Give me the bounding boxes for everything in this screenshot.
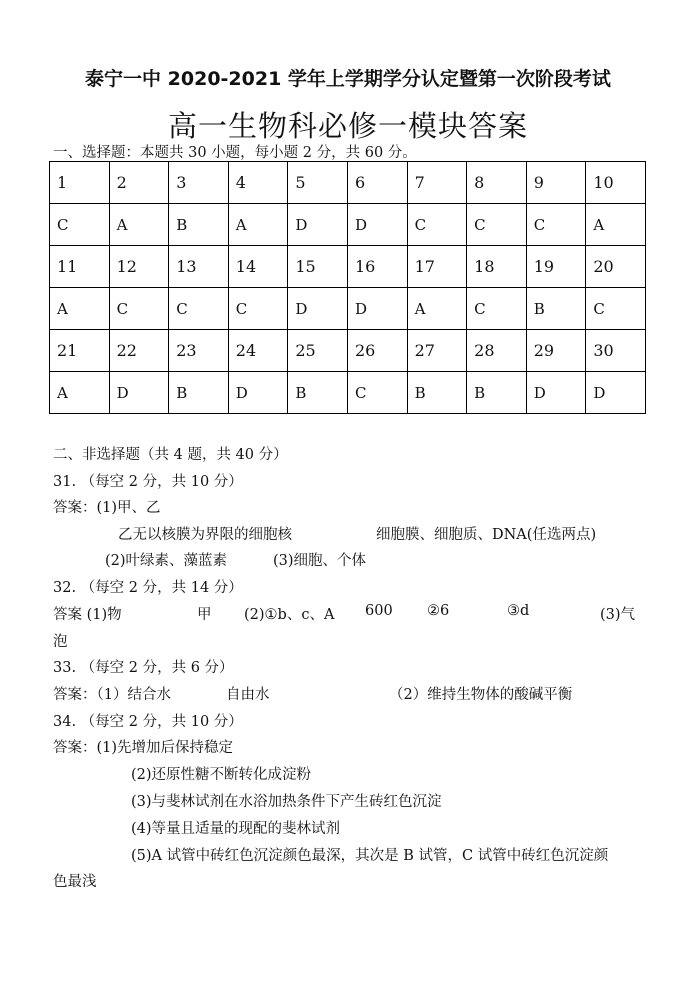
section1-heading: 一、选择题：本题共 30 小题，每小题 2 分，共 60 分。 [53,145,417,161]
q34-title: 34. （每空 2 分，共 10 分） [53,714,243,730]
answer-letter-cell: D [526,372,586,414]
answer-letter-cell: A [50,372,110,414]
question-number-cell: 24 [228,330,288,372]
question-number-cell: 27 [407,330,467,372]
q32-answer-7: (3)气 [600,607,636,623]
answer-letter-cell: C [586,288,646,330]
question-number-cell: 3 [169,162,229,204]
q31-answer-3b: (3)细胞、个体 [273,553,367,569]
answer-letter-cell: B [467,372,527,414]
q33-answer-1: 答案：（1）结合水 [53,687,171,703]
q32-title: 32. （每空 2 分，共 14 分） [53,580,243,596]
answer-letter-cell: C [467,204,527,246]
answer-letter-cell: B [288,372,348,414]
question-number-cell: 14 [228,246,288,288]
q32-answer-5: ②6 [427,603,450,619]
answer-letter-cell: D [228,372,288,414]
q32-answer-1: 答案 (1)物 [53,607,122,623]
q34-answer-1: 答案：(1)先增加后保持稳定 [53,740,234,756]
answer-letter-cell: B [526,288,586,330]
question-number-cell: 15 [288,246,348,288]
question-number-cell: 8 [467,162,527,204]
answer-letter-cell: B [169,372,229,414]
answer-letter-cell: D [109,372,169,414]
question-number-cell: 17 [407,246,467,288]
question-number-cell: 2 [109,162,169,204]
answer-letter-cell: D [347,204,407,246]
question-number-cell: 10 [586,162,646,204]
q32-answer-4: 600 [365,603,393,619]
answer-letter-cell: A [228,204,288,246]
question-number-cell: 9 [526,162,586,204]
question-number-cell: 6 [347,162,407,204]
question-number-row [50,162,646,204]
answer-letter-cell: D [347,288,407,330]
answer-letter-cell: D [288,204,348,246]
answer-table [49,161,646,414]
question-number-cell: 1 [50,162,110,204]
answer-letter-cell: C [467,288,527,330]
q34-answer-5: (5)A 试管中砖红色沉淀颜色最深，其次是 B 试管，C 试管中砖红色沉淀颜 [131,848,609,864]
answer-letter-cell: D [288,288,348,330]
q31-answer-1: 答案：(1)甲、乙 [53,500,161,516]
question-number-cell: 30 [586,330,646,372]
question-number-cell: 5 [288,162,348,204]
answer-letter-cell: A [109,204,169,246]
answer-letter-cell: B [169,204,229,246]
answer-letter-cell: A [586,204,646,246]
q32-answer-6: ③d [507,603,530,619]
q31-title: 31. （每空 2 分，共 10 分） [53,474,243,490]
question-number-cell: 23 [169,330,229,372]
answer-letter-cell: C [169,288,229,330]
answer-letter-row [50,288,646,330]
answer-letter-row [50,204,646,246]
question-number-cell: 25 [288,330,348,372]
question-number-cell: 16 [347,246,407,288]
q34-answer-6: 色最浅 [53,874,97,890]
question-number-row [50,246,646,288]
answer-letter-cell: C [347,372,407,414]
question-number-cell: 19 [526,246,586,288]
question-number-cell: 7 [407,162,467,204]
q31-answer-3a: (2)叶绿素、藻蓝素 [105,553,228,569]
answer-letter-cell: C [526,204,586,246]
q33-title: 33. （每空 2 分，共 6 分） [53,660,234,676]
answer-letter-row [50,372,646,414]
q33-answer-3: （2）维持生物体的酸碱平衡 [389,687,573,703]
q34-answer-3: (3)与斐林试剂在水浴加热条件下产生砖红色沉淀 [131,794,442,810]
document-subtitle: 高一生物科必修一模块答案 [167,109,528,143]
section2-heading: 二、非选择题（共 4 题，共 40 分） [53,447,288,463]
answer-letter-cell: C [50,204,110,246]
question-number-cell: 12 [109,246,169,288]
answer-letter-cell: D [586,372,646,414]
answer-letter-cell: A [407,288,467,330]
q31-answer-2a: 乙无以核膜为界限的细胞核 [118,527,292,543]
q34-answer-2: (2)还原性糖不断转化成淀粉 [131,767,312,783]
q32-answer-3: (2)①b、c、A [244,607,335,623]
question-number-cell: 4 [228,162,288,204]
answer-letter-cell: C [228,288,288,330]
question-number-cell: 28 [467,330,527,372]
document-title: 泰宁一中 2020-2021 学年上学期学分认定暨第一次阶段考试 [85,68,611,90]
question-number-cell: 21 [50,330,110,372]
question-number-cell: 29 [526,330,586,372]
q31-answer-2b: 细胞膜、细胞质、DNA(任选两点) [376,527,597,543]
q33-answer-2: 自由水 [226,687,270,703]
question-number-cell: 11 [50,246,110,288]
q34-answer-4: (4)等量且适量的现配的斐林试剂 [131,821,341,837]
answer-letter-cell: B [407,372,467,414]
answer-letter-cell: C [109,288,169,330]
question-number-row [50,330,646,372]
question-number-cell: 13 [169,246,229,288]
q32-answer-2: 甲 [197,607,212,623]
question-number-cell: 20 [586,246,646,288]
answer-letter-cell: C [407,204,467,246]
question-number-cell: 18 [467,246,527,288]
q32-answer-8: 泡 [53,634,68,650]
question-number-cell: 22 [109,330,169,372]
answer-letter-cell: A [50,288,110,330]
question-number-cell: 26 [347,330,407,372]
